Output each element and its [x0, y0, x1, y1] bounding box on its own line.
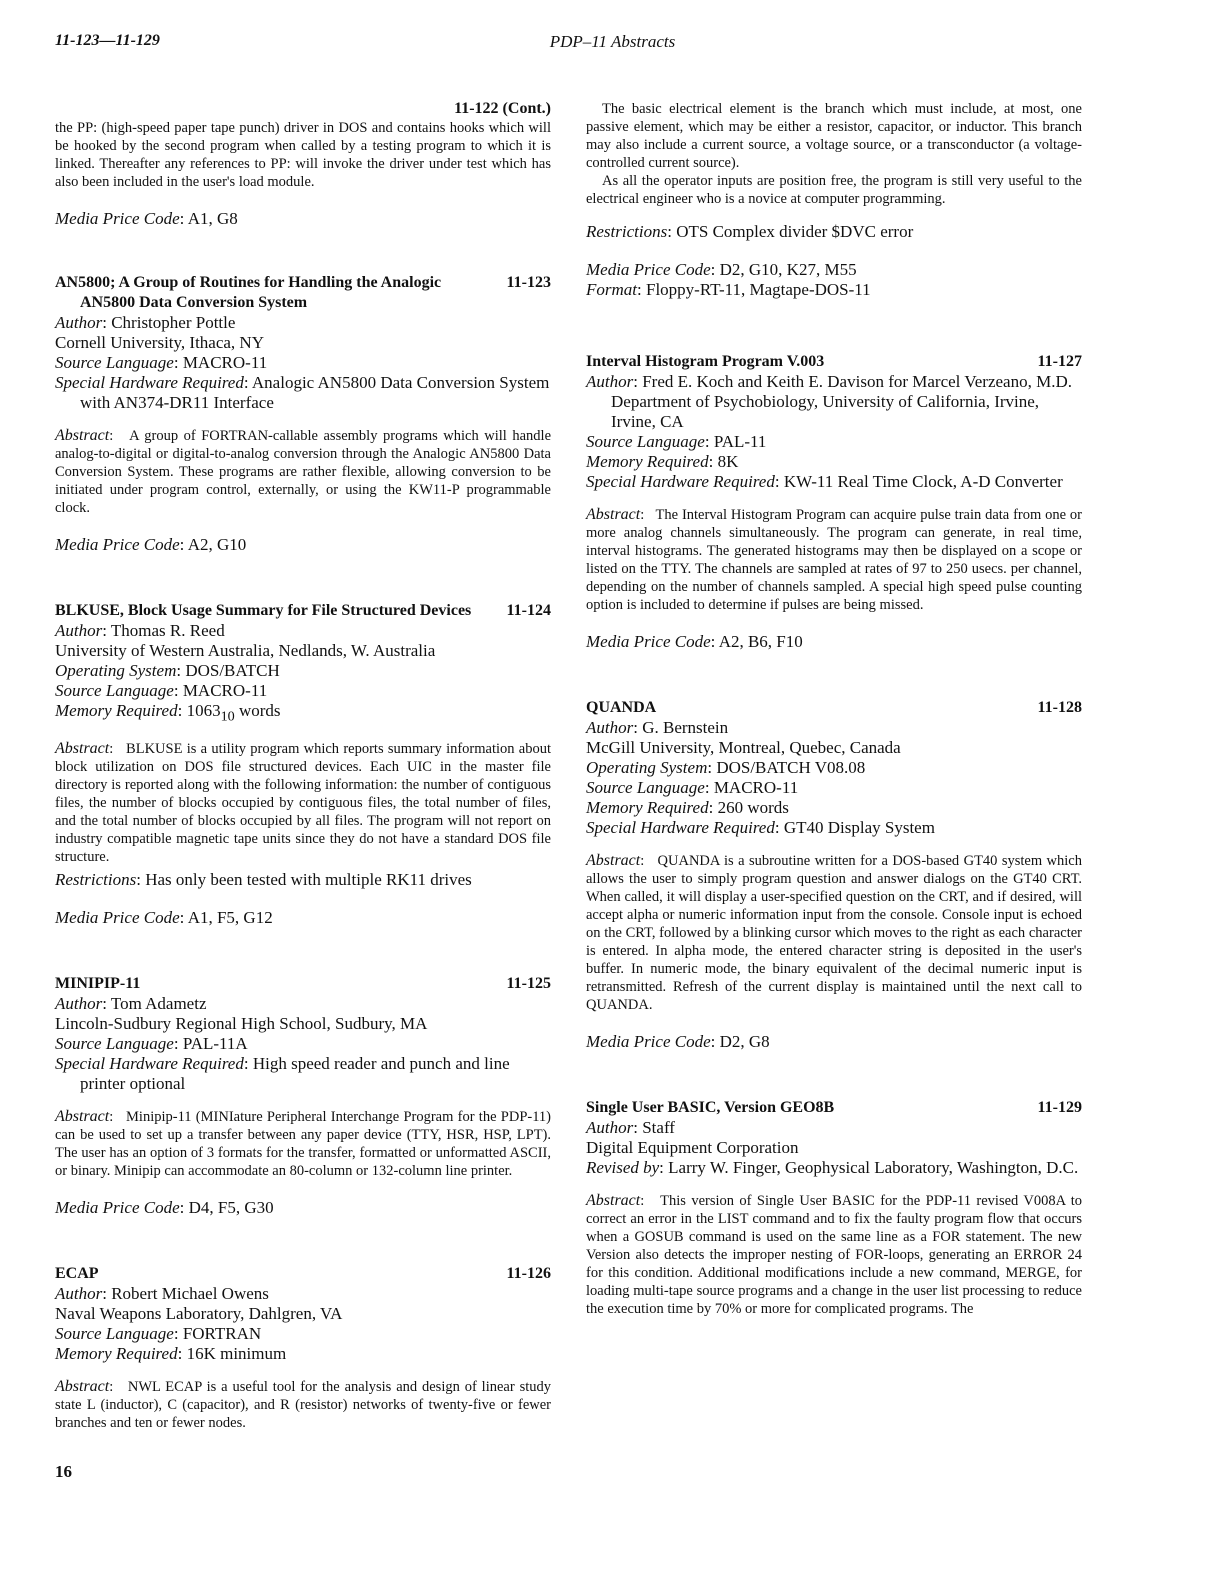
entry-title: AN5800; A Group of Routines for Handling the Analogic AN5800 Data Conversion System — [55, 274, 442, 311]
media-price-code: Media Price Code: A1, G8 — [55, 209, 238, 228]
value: NWL ECAP is a useful tool for the analysis and design of linear study state L (inductor), C (capacitor), and R (resistor) networks of twenty-five or fewer branches and ten or fewer nodes. — [55, 1379, 551, 1432]
text: The basic electrical element is the branch which must include, at most, one passive element, which may be either a resistor, capacitor, or inductor. This branch may also include a current source, a voltage source, or a transconductor (a voltage-controlled current source). — [586, 101, 1082, 171]
value: Floppy-RT-11, Magtape-DOS-11 — [645, 280, 871, 299]
value: Larry W. Finger, Geophysical Laboratory, Washington, D.C. — [668, 1158, 1079, 1177]
subscript: 10 — [220, 708, 235, 725]
value: FORTRAN — [182, 1324, 262, 1344]
special-hardware: Special Hardware Required: High speed reader and punch and line printer optional — [55, 1054, 510, 1094]
memory-required: Memory Required: 8K — [586, 452, 739, 471]
source-language: Source Language: PAL-11A — [55, 1034, 248, 1054]
continued-paragraph-2 — [586, 172, 1082, 208]
media-price-code: Media Price Code: D4, F5, G30 — [55, 1198, 274, 1218]
restrictions: Restrictions: Has only been tested with multiple RK11 drives — [55, 870, 472, 890]
restrictions: Restrictions: OTS Complex divider $DVC error — [586, 222, 914, 241]
label: Media Price Code — [586, 632, 711, 651]
page-number: 16 — [55, 1462, 72, 1481]
entry-title: QUANDA — [586, 699, 657, 716]
abstract: Abstract: BLKUSE is a utility program which reports summary information about block utilization on DOS file structured devices. Each UIC in the master file directory is reported along with the following information: the number of contiguous files, the number of blocks occupied by contiguous files, the total number of files, and the total number of blocks occupied by all files. The program will not report on industry compatible magnetic tape units since they do not have a standard DOS file structure. — [55, 740, 552, 866]
value: Tom Adametz — [110, 994, 207, 1014]
format: Format: Floppy-RT-11, Magtape-DOS-11 — [586, 280, 871, 299]
source-language: Source Language: MACRO-11 — [586, 778, 799, 797]
value: Christopher Pottle — [111, 313, 236, 332]
value: MACRO-11 — [182, 353, 268, 372]
affiliation: Digital Equipment Corporation — [586, 1138, 799, 1157]
value: DOS/BATCH V08.08 — [716, 758, 866, 777]
label: Media Price Code — [55, 908, 180, 928]
source-language: Source Language: PAL-11 — [586, 432, 767, 451]
value: 1063 — [186, 701, 221, 720]
entry-heading — [55, 273, 551, 313]
affiliation: Department of Psychobiology, University of California, Irvine, Irvine, CA — [611, 392, 1040, 431]
label: Special Hardware Required — [55, 1054, 244, 1074]
label: Author — [586, 1118, 634, 1137]
entry-number: 11-125 — [506, 975, 551, 993]
revised-by: Revised by: Larry W. Finger, Geophysical Laboratory, Washington, D.C. — [586, 1158, 1079, 1177]
continued-paragraph-1 — [586, 100, 1082, 172]
value: D4, F5, G30 — [188, 1198, 274, 1218]
entry-number: 11-126 — [506, 1265, 551, 1283]
entry-11-122-cont — [55, 100, 551, 229]
text: As all the operator inputs are position free, the program is still very useful to the electrical engineer who is a novice at computer programming. — [586, 173, 1082, 207]
label: Memory Required — [55, 701, 178, 720]
abstract: Abstract: QUANDA is a subroutine written for a DOS-based GT40 system which allows the user to simply program question and answer dialogs on the GT40 CRT. When called, it will display a user-specified question on the CRT, and if desired, will accept alpha or numeric information input from the console. Console input is echoed on the CRT, followed by a blinking cursor which moves to the right as each character is entered. In alpha mode, the entered character string is deposited in the user's buffer. In numeric mode, the binary equivalent of the decimal numeric input is retransmitted. Refresh of the current display is maintained until the next call to QUANDA. — [586, 852, 1082, 1013]
label: Special Hardware Required — [586, 472, 775, 491]
page-range: 11-123—11-129 — [55, 32, 160, 49]
media-price-code: Media Price Code: A1, F5, G12 — [55, 908, 273, 928]
label: Author — [586, 718, 634, 737]
label: Abstract — [55, 427, 110, 444]
affiliation: Lincoln-Sudbury Regional High School, Sudbury, MA — [55, 1014, 428, 1034]
label: Author — [55, 621, 103, 640]
value: Staff — [642, 1118, 675, 1137]
entry-heading — [586, 352, 1082, 372]
entry-11-129 — [586, 1098, 1082, 1318]
entry-number: 11-127 — [1037, 353, 1082, 370]
value: A2, B6, F10 — [718, 632, 803, 651]
affiliation: Cornell University, Ithaca, NY — [55, 333, 264, 352]
abstract: Abstract: The Interval Histogram Program can acquire pulse train data from one or more analog channels simultaneously. The program can generate, in real time, interval histograms. The generated histograms may then be displayed on a scope or listed on the TTY. The channels are sampled at rates of 97 to 250 usecs. per channel, depending on the number of channels sampled. A special high speed pulse counting option is included to determine if pulses are being missed. — [586, 506, 1082, 613]
label: Source Language — [55, 353, 174, 372]
unit: words — [238, 701, 281, 720]
running-head — [55, 32, 1170, 56]
label: Media Price Code — [55, 535, 180, 554]
label: Abstract — [586, 1192, 641, 1209]
label: Media Price Code — [586, 1032, 711, 1051]
memory-required: Memory Required: $1063_{10}$ words — [55, 701, 281, 725]
operating-system: Operating System: DOS/BATCH V08.08 — [586, 758, 866, 777]
value: PAL-11A — [182, 1034, 248, 1054]
label: Author — [586, 372, 634, 391]
label: Media Price Code — [586, 260, 711, 279]
value: Thomas R. Reed — [110, 621, 225, 640]
author-line: Author: Thomas R. Reed — [55, 621, 225, 640]
abstract: Abstract: Minipip-11 (MINIature Peripheral Interchange Program for the PDP-11) can be used to set up a transfer between any paper device (TTY, HSR, HSP, LPT). The user has an option of 3 formats for the transfer, formatted or unformatted ASCII, or binary. Minipip can accommodate an 80-column or 132-column line printer. — [55, 1108, 551, 1180]
value: Has only been tested with multiple RK11 drives — [145, 870, 472, 890]
entry-number: 11-124 — [506, 602, 551, 619]
value: 8K — [717, 452, 739, 471]
label: Format — [586, 280, 637, 299]
value: The Interval Histogram Program can acquire pulse train data from one or more analog channels simultaneously. The program can generate, in real time, interval histograms. The generated histograms may then be displayed on a scope or listed on the TTY. The channels are sampled at rates of 97 to 250 usecs. per channel, depending on the number of channels sampled. A special high speed pulse counting option is included to determine if pulses are being missed. — [586, 507, 1082, 613]
entry-title: Interval Histogram Program V.003 — [586, 353, 825, 370]
memory-required: Memory Required: 16K minimum — [55, 1344, 287, 1364]
label: Author — [55, 313, 103, 332]
author-line: Author: G. Bernstein — [586, 718, 729, 737]
running-title: PDP–11 Abstracts — [549, 32, 676, 51]
label: Operating System — [586, 758, 708, 777]
left-column — [55, 100, 551, 1478]
label: Abstract — [55, 1378, 110, 1396]
affiliation: Naval Weapons Laboratory, Dahlgren, VA — [55, 1304, 343, 1324]
value: GT40 Display System — [783, 818, 935, 837]
label: Operating System — [55, 661, 177, 680]
operating-system: Operating System: DOS/BATCH — [55, 661, 280, 680]
value: PAL-11 — [713, 432, 767, 451]
label: Special Hardware Required — [586, 818, 775, 837]
label: Source Language — [55, 1324, 174, 1344]
value: Minipip-11 (MINIature Peripheral Interchange Program for the PDP-11) can be used to set up a transfer between any paper device (TTY, HSR, HSP, LPT). The user has an option of 3 formats for the transfer, formatted or unformatted ASCII, or binary. Minipip can accommodate an 80-column or 132-column line printer. — [55, 1109, 551, 1180]
entry-number: 11-123 — [506, 274, 551, 291]
value: This version of Single User BASIC for the PDP-11 revised V008A to correct an error in the LIST command and to fix the faulty program flow that occurs when a GOSUB command is used on the same line as a FOR statement. The new Version also detects the improper nesting of FOR-loops, generating an ERROR 24 for this condition. Additional modifications include a new command, MERGE, for loading multi-tape source programs and a change in the user list processing to reduce the execution time by 70% or more for complicated programs. The — [586, 1193, 1082, 1317]
value: A1, G8 — [187, 209, 238, 228]
entry-title: BLKUSE, Block Usage Summary for File Structured Devices — [55, 602, 472, 619]
abstract: Abstract: This version of Single User BASIC for the PDP-11 revised V008A to correct an error in the LIST command and to fix the faulty program flow that occurs when a GOSUB command is used on the same line as a FOR statement. The new Version also detects the improper nesting of FOR-loops, generating an ERROR 24 for this condition. Additional modifications include a new command, MERGE, for loading multi-tape source programs and a change in the user list processing to reduce the execution time by 70% or more for complicated programs. The — [586, 1192, 1082, 1317]
entry-heading — [586, 698, 1082, 718]
value: A1, F5, G12 — [187, 908, 273, 928]
value: 260 words — [717, 798, 789, 817]
media-price-code: Media Price Code: D2, G8 — [586, 1032, 770, 1051]
entry-title: ECAP — [55, 1265, 99, 1283]
label: Source Language — [55, 1034, 174, 1054]
label: Memory Required — [586, 452, 709, 471]
entry-heading — [55, 1264, 551, 1284]
entry-11-124 — [55, 601, 551, 928]
label: Revised by — [586, 1158, 660, 1177]
author-line: Author: Fred E. Koch and Keith E. Davison for Marcel Verzeano, M.D. — [586, 372, 1072, 391]
entry-11-125 — [55, 974, 551, 1218]
entry-number: 11-128 — [1037, 699, 1082, 716]
affiliation: University of Western Australia, Nedlands, W. Australia — [55, 641, 436, 660]
entry-title: MINIPIP-11 — [55, 975, 141, 993]
entry-11-127 — [586, 352, 1082, 652]
label: Abstract — [586, 506, 641, 523]
entry-title: Single User BASIC, Version GEO8B — [586, 1099, 835, 1116]
label: Media Price Code — [55, 1198, 180, 1218]
entry-heading — [55, 601, 551, 621]
value: BLKUSE is a utility program which reports summary information about block utilization on DOS file structured devices. Each UIC in the master file directory is reported along with the following information: the number of contiguous files, the number of blocks occupied by contiguous files, the total number of files, and the total number of blocks occupied by all files. The program will not report on industry compatible magnetic tape units since they do not have a standard DOS file structure. — [55, 741, 552, 866]
right-column — [586, 100, 1082, 1364]
value: Robert Michael Owens — [111, 1284, 269, 1304]
label: Abstract — [55, 740, 110, 758]
label: Source Language — [55, 681, 174, 700]
special-hardware: Special Hardware Required: GT40 Display System — [586, 818, 935, 837]
label: Media Price Code — [55, 209, 180, 228]
value: A group of FORTRAN-callable assembly programs which will handle analog-to-digital or digital-to-analog conversion through the Analogic AN5800 Data Conversion System. These programs are rather flexible, allowing conversion to be initiated under program control, externally, or using the KW11-P programmable clock. — [55, 428, 552, 516]
author-line: Author: Staff — [586, 1118, 675, 1137]
value: 16K minimum — [186, 1344, 287, 1364]
value: High speed reader and punch and line printer optional — [80, 1054, 510, 1094]
value: D2, G10, K27, M55 — [719, 260, 857, 279]
continued-text: the PP: (high-speed paper tape punch) driver in DOS and contains hooks which will be hooked by the second program when called by a testing program to which it is linked. Thereafter any references to PP: will invoke the driver under test which has also been included in the user's load module. — [55, 120, 551, 190]
special-hardware: Special Hardware Required: KW-11 Real Time Clock, A-D Converter — [586, 472, 1063, 491]
label: Special Hardware Required — [55, 373, 244, 392]
entry-number: 11-122 (Cont.) — [454, 100, 551, 117]
author-line: Author: Christopher Pottle — [55, 313, 236, 332]
label: Abstract — [55, 1108, 110, 1126]
source-language: Source Language: MACRO-11 — [55, 353, 268, 372]
label: Source Language — [586, 432, 705, 451]
label: Abstract — [586, 852, 641, 869]
value: G. Bernstein — [642, 718, 729, 737]
special-hardware: Special Hardware Required: Analogic AN5800 Data Conversion System with AN374-DR11 Interface — [55, 373, 550, 412]
value: KW-11 Real Time Clock, A-D Converter — [783, 472, 1063, 491]
affiliation: McGill University, Montreal, Quebec, Canada — [586, 738, 901, 757]
label: Memory Required — [55, 1344, 178, 1364]
entry-heading — [55, 974, 551, 994]
value: Analogic AN5800 Data Conversion System with AN374-DR11 Interface — [80, 373, 550, 412]
entry-11-123 — [55, 273, 551, 555]
author-line: Author: Tom Adametz — [55, 994, 207, 1014]
value: DOS/BATCH — [185, 661, 280, 680]
media-price-code: Media Price Code: A2, B6, F10 — [586, 632, 803, 651]
entry-number: 11-129 — [1037, 1099, 1082, 1116]
entry-heading — [586, 1098, 1082, 1118]
label: Memory Required — [586, 798, 709, 817]
entry-11-126-cont — [586, 100, 1082, 300]
media-price-code: Media Price Code: D2, G10, K27, M55 — [586, 260, 857, 279]
label: Source Language — [586, 778, 705, 797]
value: Fred E. Koch and Keith E. Davison for Marcel Verzeano, M.D. — [642, 372, 1072, 391]
label: Author — [55, 1284, 103, 1304]
value: OTS Complex divider $DVC error — [676, 222, 914, 241]
source-language: Source Language: MACRO-11 — [55, 681, 268, 700]
entry-11-128 — [586, 698, 1082, 1052]
abstract: Abstract: A group of FORTRAN-callable assembly programs which will handle analog-to-digital or digital-to-analog conversion through the Analogic AN5800 Data Conversion System. These programs are rather flexible, allowing conversion to be initiated under program control, externally, or using the KW11-P programmable clock. — [55, 427, 552, 516]
memory-required: Memory Required: 260 words — [586, 798, 789, 817]
source-language: Source Language: FORTRAN — [55, 1324, 262, 1344]
entry-11-126 — [55, 1264, 551, 1432]
author-line: Author: Robert Michael Owens — [55, 1284, 269, 1304]
media-price-code: Media Price Code: A2, G10 — [55, 535, 247, 554]
value: MACRO-11 — [713, 778, 799, 797]
label: Restrictions — [586, 222, 668, 241]
value: A2, G10 — [187, 535, 247, 554]
value: D2, G8 — [719, 1032, 770, 1051]
label: Author — [55, 994, 103, 1014]
abstract: Abstract: NWL ECAP is a useful tool for the analysis and design of linear study state L (inductor), C (capacitor), and R (resistor) networks of twenty-five or fewer branches and ten or fewer nodes. — [55, 1378, 551, 1432]
value: MACRO-11 — [182, 681, 268, 700]
label: Restrictions — [55, 870, 137, 890]
value: QUANDA is a subroutine written for a DOS-based GT40 system which allows the user to simply program question and answer dialogs on the GT40 CRT. When called, it will display a user-specified question on the CRT, and if desired, will accept alpha or numeric information input from the console. Console input is echoed on the CRT, followed by a blinking cursor which moves to the right as each character is entered. In alpha mode, the entered character string is deposited in the user's buffer. In numeric mode, the binary equivalent of the decimal numeric input is retransmitted. Refresh of the current display is maintained until the next call to QUANDA. — [586, 853, 1082, 1013]
